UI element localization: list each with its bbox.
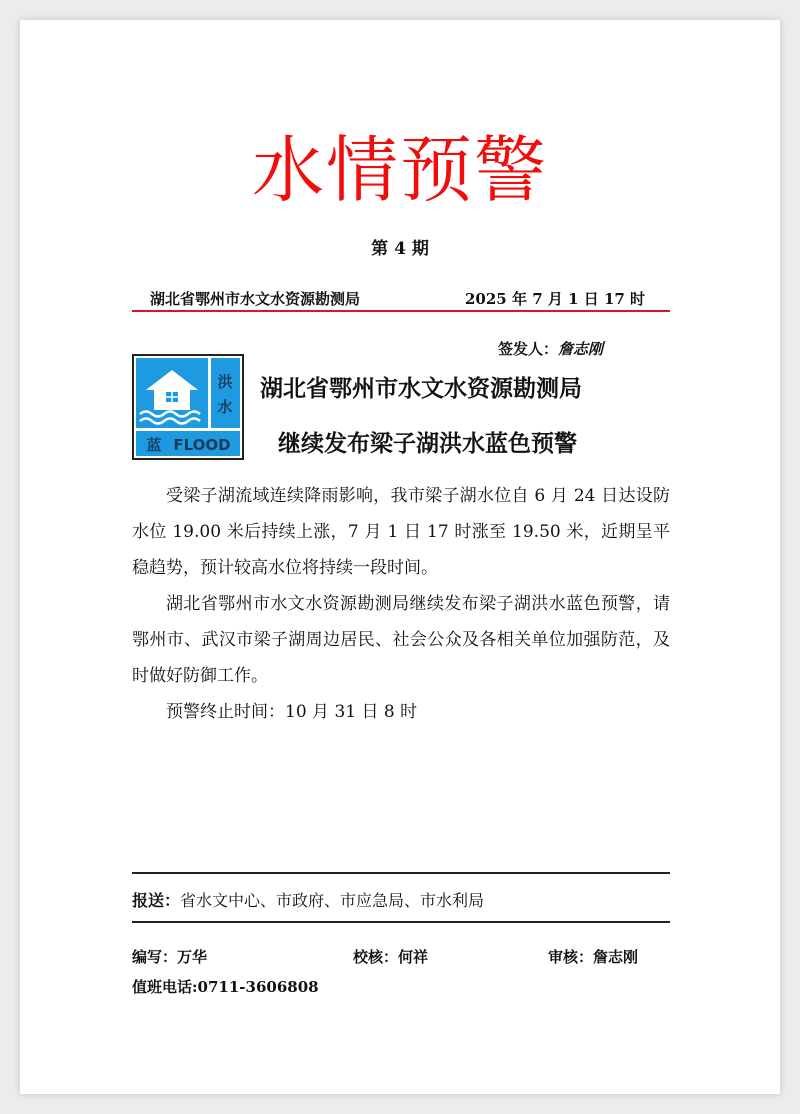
document-title: 水情预警	[251, 128, 548, 212]
headline-line-1: 湖北省鄂州市水文水资源勘测局	[260, 376, 582, 402]
badge-level-text: FLOOD	[173, 436, 231, 454]
reviewer-label: 审核：	[548, 948, 594, 966]
writer-name: 万华	[177, 948, 208, 966]
writer-label: 编写：	[132, 948, 178, 966]
distribution-label: 报送：	[132, 891, 181, 910]
warning-body	[132, 478, 670, 730]
signer	[498, 338, 603, 359]
footer-checker	[353, 946, 428, 967]
issue-number: 第 4 期	[371, 239, 429, 259]
document-page	[20, 20, 780, 1094]
body-paragraph-2: 湖北省鄂州市水文水资源勘测局继续发布梁子湖洪水蓝色预警，请鄂州市、武汉市梁子湖周边居民、社会公众及各相关单位加强防范，及时做好防御工作。	[132, 594, 670, 686]
badge-side-panel	[211, 358, 240, 428]
headline-line-2: 继续发布梁子湖洪水蓝色预警	[278, 431, 577, 457]
issue-date: 2025 年 7 月 1 日 17 时	[465, 290, 646, 308]
issuer-name: 湖北省鄂州市水文水资源勘测局	[150, 290, 361, 308]
duty-phone: 值班电话:0711-3606808	[132, 978, 319, 996]
reviewer-name: 詹志刚	[593, 948, 639, 966]
red-divider	[132, 310, 670, 312]
badge-char-bottom: 水	[217, 398, 233, 416]
body-paragraph-3: 预警终止时间：10 月 31 日 8 时	[166, 702, 418, 722]
distribution-recipients: 省水文中心、市政府、市应急局、市水利局	[180, 891, 485, 910]
top-rule	[132, 872, 670, 874]
bottom-rule	[132, 921, 670, 923]
badge-char-top: 洪	[217, 373, 233, 391]
badge-level-char: 蓝	[146, 436, 162, 454]
body-paragraph-1: 受梁子湖流域连续降雨影响，我市梁子湖水位自 6 月 24 日达设防水位 19.00 米后持续上涨，7 月 1 日 17 时涨至 19.50 米，近期呈平稳趋势，预计较高水位将持续一段时间。	[132, 486, 670, 578]
footer-writer	[132, 946, 207, 967]
distribution-list	[132, 888, 484, 911]
footer-reviewer	[548, 946, 638, 967]
flood-blue-warning-badge	[132, 354, 244, 460]
signer-label: 签发人：	[498, 340, 559, 358]
checker-label: 校核：	[353, 948, 399, 966]
signer-name: 詹志刚	[558, 340, 604, 358]
checker-name: 何祥	[398, 948, 429, 966]
